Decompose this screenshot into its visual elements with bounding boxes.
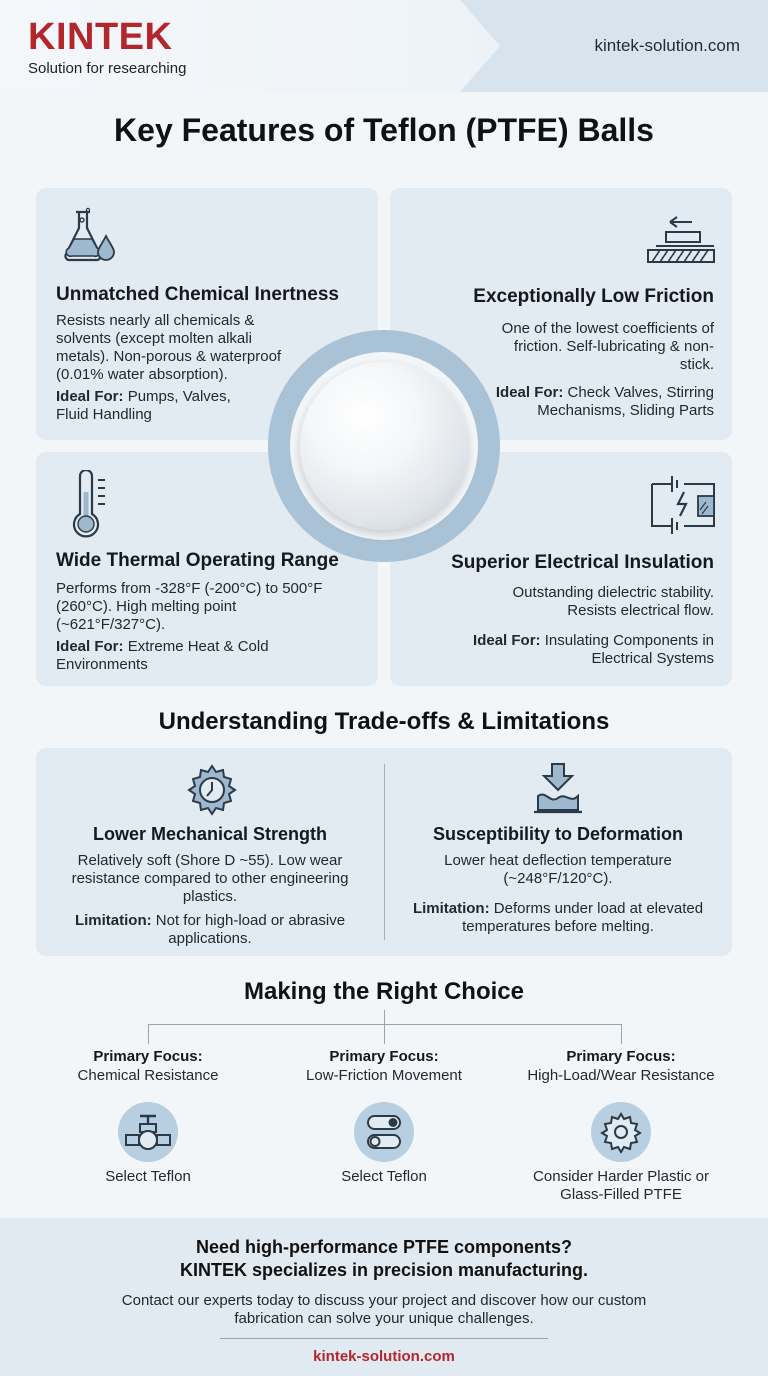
choice-focus-label: Primary Focus: [93,1048,203,1065]
choice-focus-value: Low-Friction Movement [306,1067,462,1084]
tree-branch-line [148,1024,149,1044]
choice-focus-label: Primary Focus: [566,1048,676,1065]
ideal-value: Check Valves, Stirring Mechanisms, Sliding Parts [537,384,714,419]
choice-result: Select Teflon [341,1168,427,1185]
electrical-circuit-icon [648,470,718,534]
choice-focus-label: Primary Focus: [329,1048,439,1065]
gear-icon [591,1102,651,1162]
brand-logo[interactable]: KINTEK [28,16,173,58]
brand-tagline: Solution for researching [28,60,187,77]
feature-ideal-for [474,384,714,420]
tradeoff-limitation [408,900,708,936]
feature-description: Performs from -328°F (-200°C) to 500°F (260°C). High melting point (~621°F/327°C). [56,580,323,633]
ideal-label: Ideal For: [473,632,541,649]
cta-headline [0,1236,768,1283]
choice-result: Consider Harder Plastic or Glass-Filled PTFE [533,1168,709,1203]
feature-ideal-for [56,638,306,674]
feature-description: One of the lowest coefficients of friction. Self-lubricating & non-stick. [501,320,714,373]
limitation-value: Not for high-load or abrasive applications. [155,912,346,947]
gear-clock-icon [184,762,240,818]
ideal-label: Ideal For: [495,384,564,401]
cta-headline-line2: KINTEK specializes in precision manufacturing. [179,1260,589,1281]
ideal-value: Pumps, Valves, Fluid Handling [56,388,231,423]
choice-item-wear [501,1048,741,1084]
tradeoff-description: Lower heat deflection temperature (~248°F/120°C). [444,852,672,887]
feature-title: Wide Thermal Operating Range [56,550,339,571]
low-friction-slide-icon [644,210,716,270]
choice-item-chemical [28,1048,268,1084]
cta-footer [0,1218,768,1376]
feature-ideal-for [454,632,714,668]
choice-title: Making the Right Choice [243,978,524,1005]
tradeoff-title: Susceptibility to Deformation [432,824,684,844]
cta-headline-line1: Need high-performance PTFE components? [195,1237,573,1257]
page-title: Key Features of Teflon (PTFE) Balls [114,112,654,148]
tradeoffs-panel [36,748,732,956]
ideal-label: Ideal For: [56,388,124,405]
feature-title: Unmatched Chemical Inertness [56,284,339,305]
cta-body: Contact our experts today to discuss your project and discover how our custom fabrication can solve your unique challenges. [121,1292,647,1327]
website-link[interactable]: kintek-solution.com [594,36,740,55]
choice-focus-value: High-Load/Wear Resistance [527,1067,715,1084]
limitation-value: Deforms under load at elevated temperatures before melting. [462,900,704,935]
tradeoff-limitation [60,912,360,948]
feature-title: Exceptionally Low Friction [473,286,714,307]
ideal-value: Insulating Components in Electrical Systems [544,632,714,667]
tree-trunk-line [384,1010,385,1024]
feature-ideal-for [56,388,256,424]
feature-description: Outstanding dielectric stability. Resists electrical flow. [512,584,714,619]
feature-title: Superior Electrical Insulation [451,552,714,573]
ptfe-ball-image [300,362,468,530]
limitation-label: Limitation: [412,900,490,917]
tradeoff-deformation [384,748,732,956]
tree-horizontal-line [148,1024,622,1025]
limitation-label: Limitation: [74,912,152,929]
feature-description: Resists nearly all chemicals & solvents (except molten alkali metals). Non-porous & waterproof (0.01% water absorption). [56,312,282,383]
header-bar [0,0,768,92]
tradeoffs-title: Understanding Trade-offs & Limitations [158,708,610,735]
tradeoff-mechanical-strength [36,748,384,956]
tradeoff-description: Relatively soft (Shore D ~55). Low wear resistance compared to other engineering plastics. [71,852,349,905]
ideal-label: Ideal For: [56,638,124,655]
footer-website-link[interactable]: kintek-solution.com [313,1348,455,1365]
tradeoff-title: Lower Mechanical Strength [92,824,328,844]
tree-branch-line [621,1024,622,1044]
choice-result: Select Teflon [105,1168,191,1185]
thermometer-icon [66,470,110,544]
valve-icon [118,1102,178,1162]
choice-item-friction [264,1048,504,1084]
chemical-flask-icon [58,206,118,266]
footer-divider [220,1338,548,1339]
tree-branch-line [384,1024,385,1044]
deformation-press-icon [530,760,586,816]
ideal-value: Extreme Heat & Cold Environments [56,638,269,673]
choice-focus-value: Chemical Resistance [77,1067,219,1084]
toggle-switch-icon [354,1102,414,1162]
